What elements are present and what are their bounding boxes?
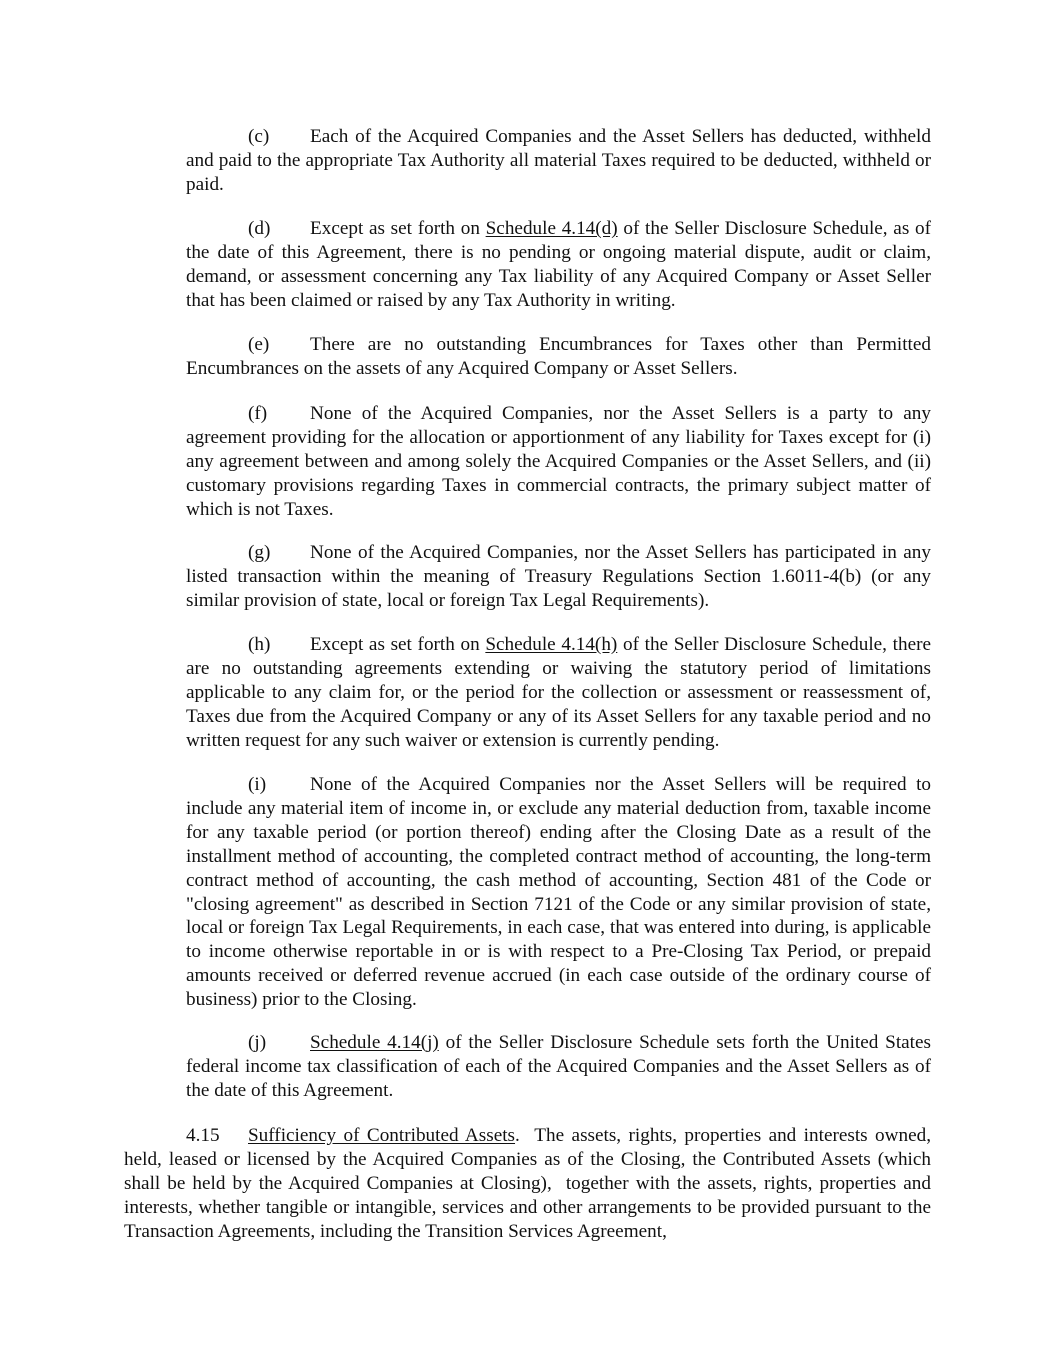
paragraph-g	[186, 541, 931, 613]
paragraph-label: (d)	[248, 218, 271, 239]
section-heading-punct: .	[515, 1125, 520, 1146]
schedule-reference: Schedule 4.14(j)	[310, 1032, 439, 1053]
paragraph-label: (i)	[248, 774, 267, 795]
section-heading: Sufficiency of Contributed Assets	[248, 1125, 516, 1146]
paragraph-text: of the Seller Disclosure Schedule, there are no outstanding agreements extending or waiving the statutory period of limitations applicable to any claim for, or the period for the collection or assessment or reassessment of, Taxes due from the Acquired Company or any of its Asset Sellers for any taxable period and no written request for any such waiver or extension is currently pending.	[186, 634, 931, 751]
paragraph-text: Each of the Acquired Companies and the Asset Sellers has deducted, withheld and paid to the appropriate Tax Authority all material Taxes required to be deducted, withheld or paid.	[186, 126, 931, 195]
paragraph-d	[186, 217, 931, 313]
paragraph-label: (e)	[248, 334, 270, 355]
paragraph-text: None of the Acquired Companies, nor the Asset Sellers is a party to any agreement providing for the allocation or apportionment of any liability for Taxes except for (i) any agreement between and among solely the Acquired Companies or the Asset Sellers, and (ii) customary provisions regarding Taxes in commercial contracts, the primary subject matter of which is not Taxes.	[186, 403, 931, 520]
paragraph-label: (f)	[248, 403, 268, 424]
paragraph-label: (g)	[248, 542, 271, 563]
paragraph-text: None of the Acquired Companies nor the Asset Sellers will be required to include any material item of income in, or exclude any material deduction from, taxable income for any taxable period (or portion thereof) ending after the Closing Date as a result of the installment method of accounting, the completed contract method of accounting, the long-term contract method of accounting, the cash method of accounting, Section 481 of the Code or "closing agreement" as described in Section 7121 of the Code or any similar provision of state, local or foreign Tax Legal Requirements, in each case, that was entered into during, is applicable to income otherwise reportable in or is with respect to a Pre-Closing Tax Period, or prepaid amounts received or deferred revenue accrued (in each case outside of the ordinary course of business) prior to the Closing.	[186, 774, 931, 1011]
section-text: The assets, rights, properties and interests owned, held, leased or licensed by the Acquired Companies as of the Closing, the Contributed Assets (which shall be held by the Acquired Companies at Closing), together with the assets, rights, properties and interests, whether tangible or intangible, services and other arrangements to be provided pursuant to the Transaction Agreements, including the Transition Services Agreement,	[124, 1125, 936, 1242]
schedule-reference: Schedule 4.14(h)	[485, 634, 618, 655]
paragraph-i	[186, 773, 931, 1012]
paragraph-f	[186, 402, 931, 522]
section-number: 4.15	[186, 1125, 220, 1146]
section-4-15	[124, 1124, 936, 1244]
paragraph-c	[186, 125, 931, 197]
paragraph-text: of the Seller Disclosure Schedule, as of the date of this Agreement, there is no pending or ongoing material dispute, audit or claim, demand, or assessment concerning any Tax liability of any Acquired Company or Asset Seller that has been claimed or raised by any Tax Authority in writing.	[186, 218, 931, 311]
paragraph-text: None of the Acquired Companies, nor the Asset Sellers has participated in any listed transaction within the meaning of Treasury Regulations Section 1.6011-4(b) (or any similar provision of state, local or foreign Tax Legal Requirements).	[186, 542, 931, 611]
paragraph-label: (j)	[248, 1032, 267, 1053]
paragraph-text: of the Seller Disclosure Schedule sets forth the United States federal income tax classification of each of the Acquired Companies and the Asset Sellers as of the date of this Agreement.	[186, 1032, 931, 1101]
paragraph-text: Except as set forth on	[310, 634, 486, 655]
paragraph-h	[186, 633, 931, 753]
schedule-reference: Schedule 4.14(d)	[485, 218, 618, 239]
paragraph-e	[186, 333, 931, 381]
paragraph-label: (c)	[248, 126, 270, 147]
paragraph-label: (h)	[248, 634, 271, 655]
paragraph-text: There are no outstanding Encumbrances for Taxes other than Permitted Encumbrances on the assets of any Acquired Company or Asset Sellers.	[186, 334, 931, 379]
paragraph-text: Except as set forth on	[310, 218, 486, 239]
paragraph-j	[186, 1031, 931, 1103]
